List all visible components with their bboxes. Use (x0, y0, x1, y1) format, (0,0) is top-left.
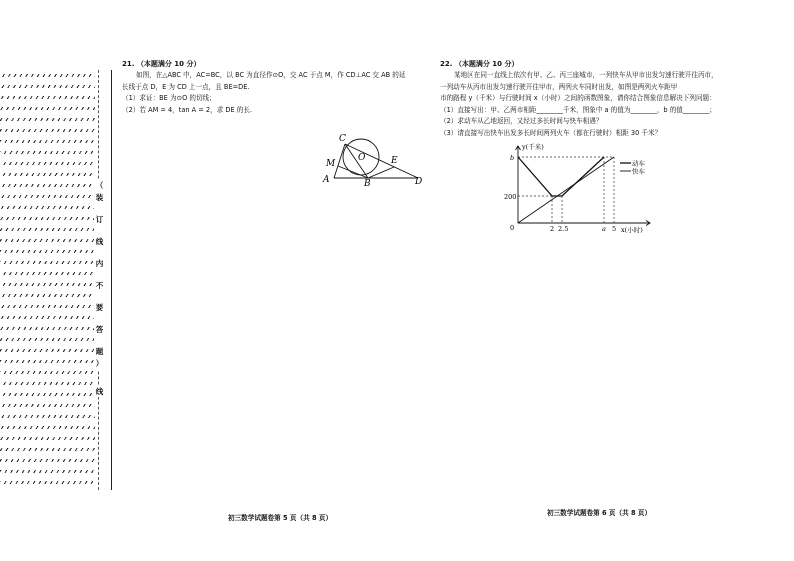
x-tick-a: a (602, 225, 606, 233)
label-d: D (415, 177, 423, 187)
seal-char: （ (95, 181, 104, 190)
q21-heading: 21. （本题满分 10 分） (122, 60, 201, 68)
x-tick-5: 5 (612, 225, 617, 233)
origin-label: 0 (510, 224, 515, 232)
q22-line: 某地区在同一直线上依次有甲、乙、丙三座城市，一列快车从甲市出发匀速行驶开往丙市， (454, 71, 718, 79)
q21-line: 长线于点 D，E 为 CD 上一点，且 BE=DE. (122, 82, 250, 91)
q21-line: 如图，在△ABC 中，AC=BC，以 BC 为直径作⊙O，交 AC 于点 M，作 CD⊥AC 交 AB 的延 (136, 71, 406, 79)
label-a: A (323, 175, 330, 185)
x-axis-label: x(小时) (621, 226, 643, 234)
seal-char: 不 (95, 281, 104, 290)
binding-hatch-pattern (0, 74, 95, 492)
q22-line: （1）直接写出：甲、乙两市相距________千米，图象中 a 的值为________，b 的值________； (440, 105, 716, 114)
seal-char: ） (95, 359, 104, 368)
series-fast-train (518, 157, 614, 223)
q22-heading: 22. （本题满分 10 分） (440, 60, 519, 68)
seal-char: 内 (95, 259, 104, 268)
footer-page-6: 初三数学试题卷第 6 页（共 8 页） (547, 509, 652, 517)
q22-function-graph (500, 140, 665, 236)
q22-line: 市的路程 y（千米）与行驶时间 x（小时）之间的函数图象，请你结合图象信息解决下列问题： (440, 94, 716, 103)
x-tick-2: 2 (550, 225, 555, 233)
series-motor-train (518, 157, 604, 196)
footer-page-5: 初三数学试题卷第 5 页（共 8 页） (228, 514, 333, 522)
line-be (368, 167, 394, 178)
q21-line: （2）若 AM = 4，tan A = 2，求 DE 的长. (122, 105, 253, 114)
label-m: M (326, 159, 336, 169)
seal-char: 线 (95, 237, 104, 246)
seal-char: 题 (95, 347, 104, 356)
label-b: B (364, 179, 371, 188)
label-o: O (358, 153, 366, 163)
seal-char: 订 (95, 215, 104, 224)
seal-char: 答 (95, 325, 104, 334)
legend-label-motor: 动车 (632, 159, 645, 168)
y-axis-label: y(千米) (522, 143, 544, 151)
legend-label-fast: 快车 (632, 167, 645, 176)
q21-text (122, 70, 422, 116)
seal-char: 要 (95, 303, 104, 312)
binding-solid-line (111, 70, 112, 490)
y-tick-b: b (510, 154, 515, 162)
seal-char-lower: 线 (95, 387, 104, 396)
q22-text (440, 70, 740, 140)
label-c: C (339, 134, 346, 144)
q21-line: （1）求证：BE 为⊙O 的切线； (122, 94, 216, 103)
binding-seal-text (94, 180, 105, 370)
label-e: E (391, 156, 398, 166)
q21-geometry-figure (318, 126, 430, 188)
q22-line: （3）请直接写出快车出发多长时间两列火车（都在行驶时）相距 30 千米？ (440, 128, 662, 137)
seal-char: 装 (95, 193, 104, 202)
x-tick-25: 2.5 (558, 225, 569, 233)
q22-line: （2）求动车从乙地返回，又经过多长时间与快车相遇？ (440, 117, 603, 126)
q22-line: 一列动车从丙市出发匀速行驶开往甲市，两列火车同时出发，如图是两列火车距甲 (440, 82, 678, 91)
y-tick-200: 200 (504, 193, 517, 201)
